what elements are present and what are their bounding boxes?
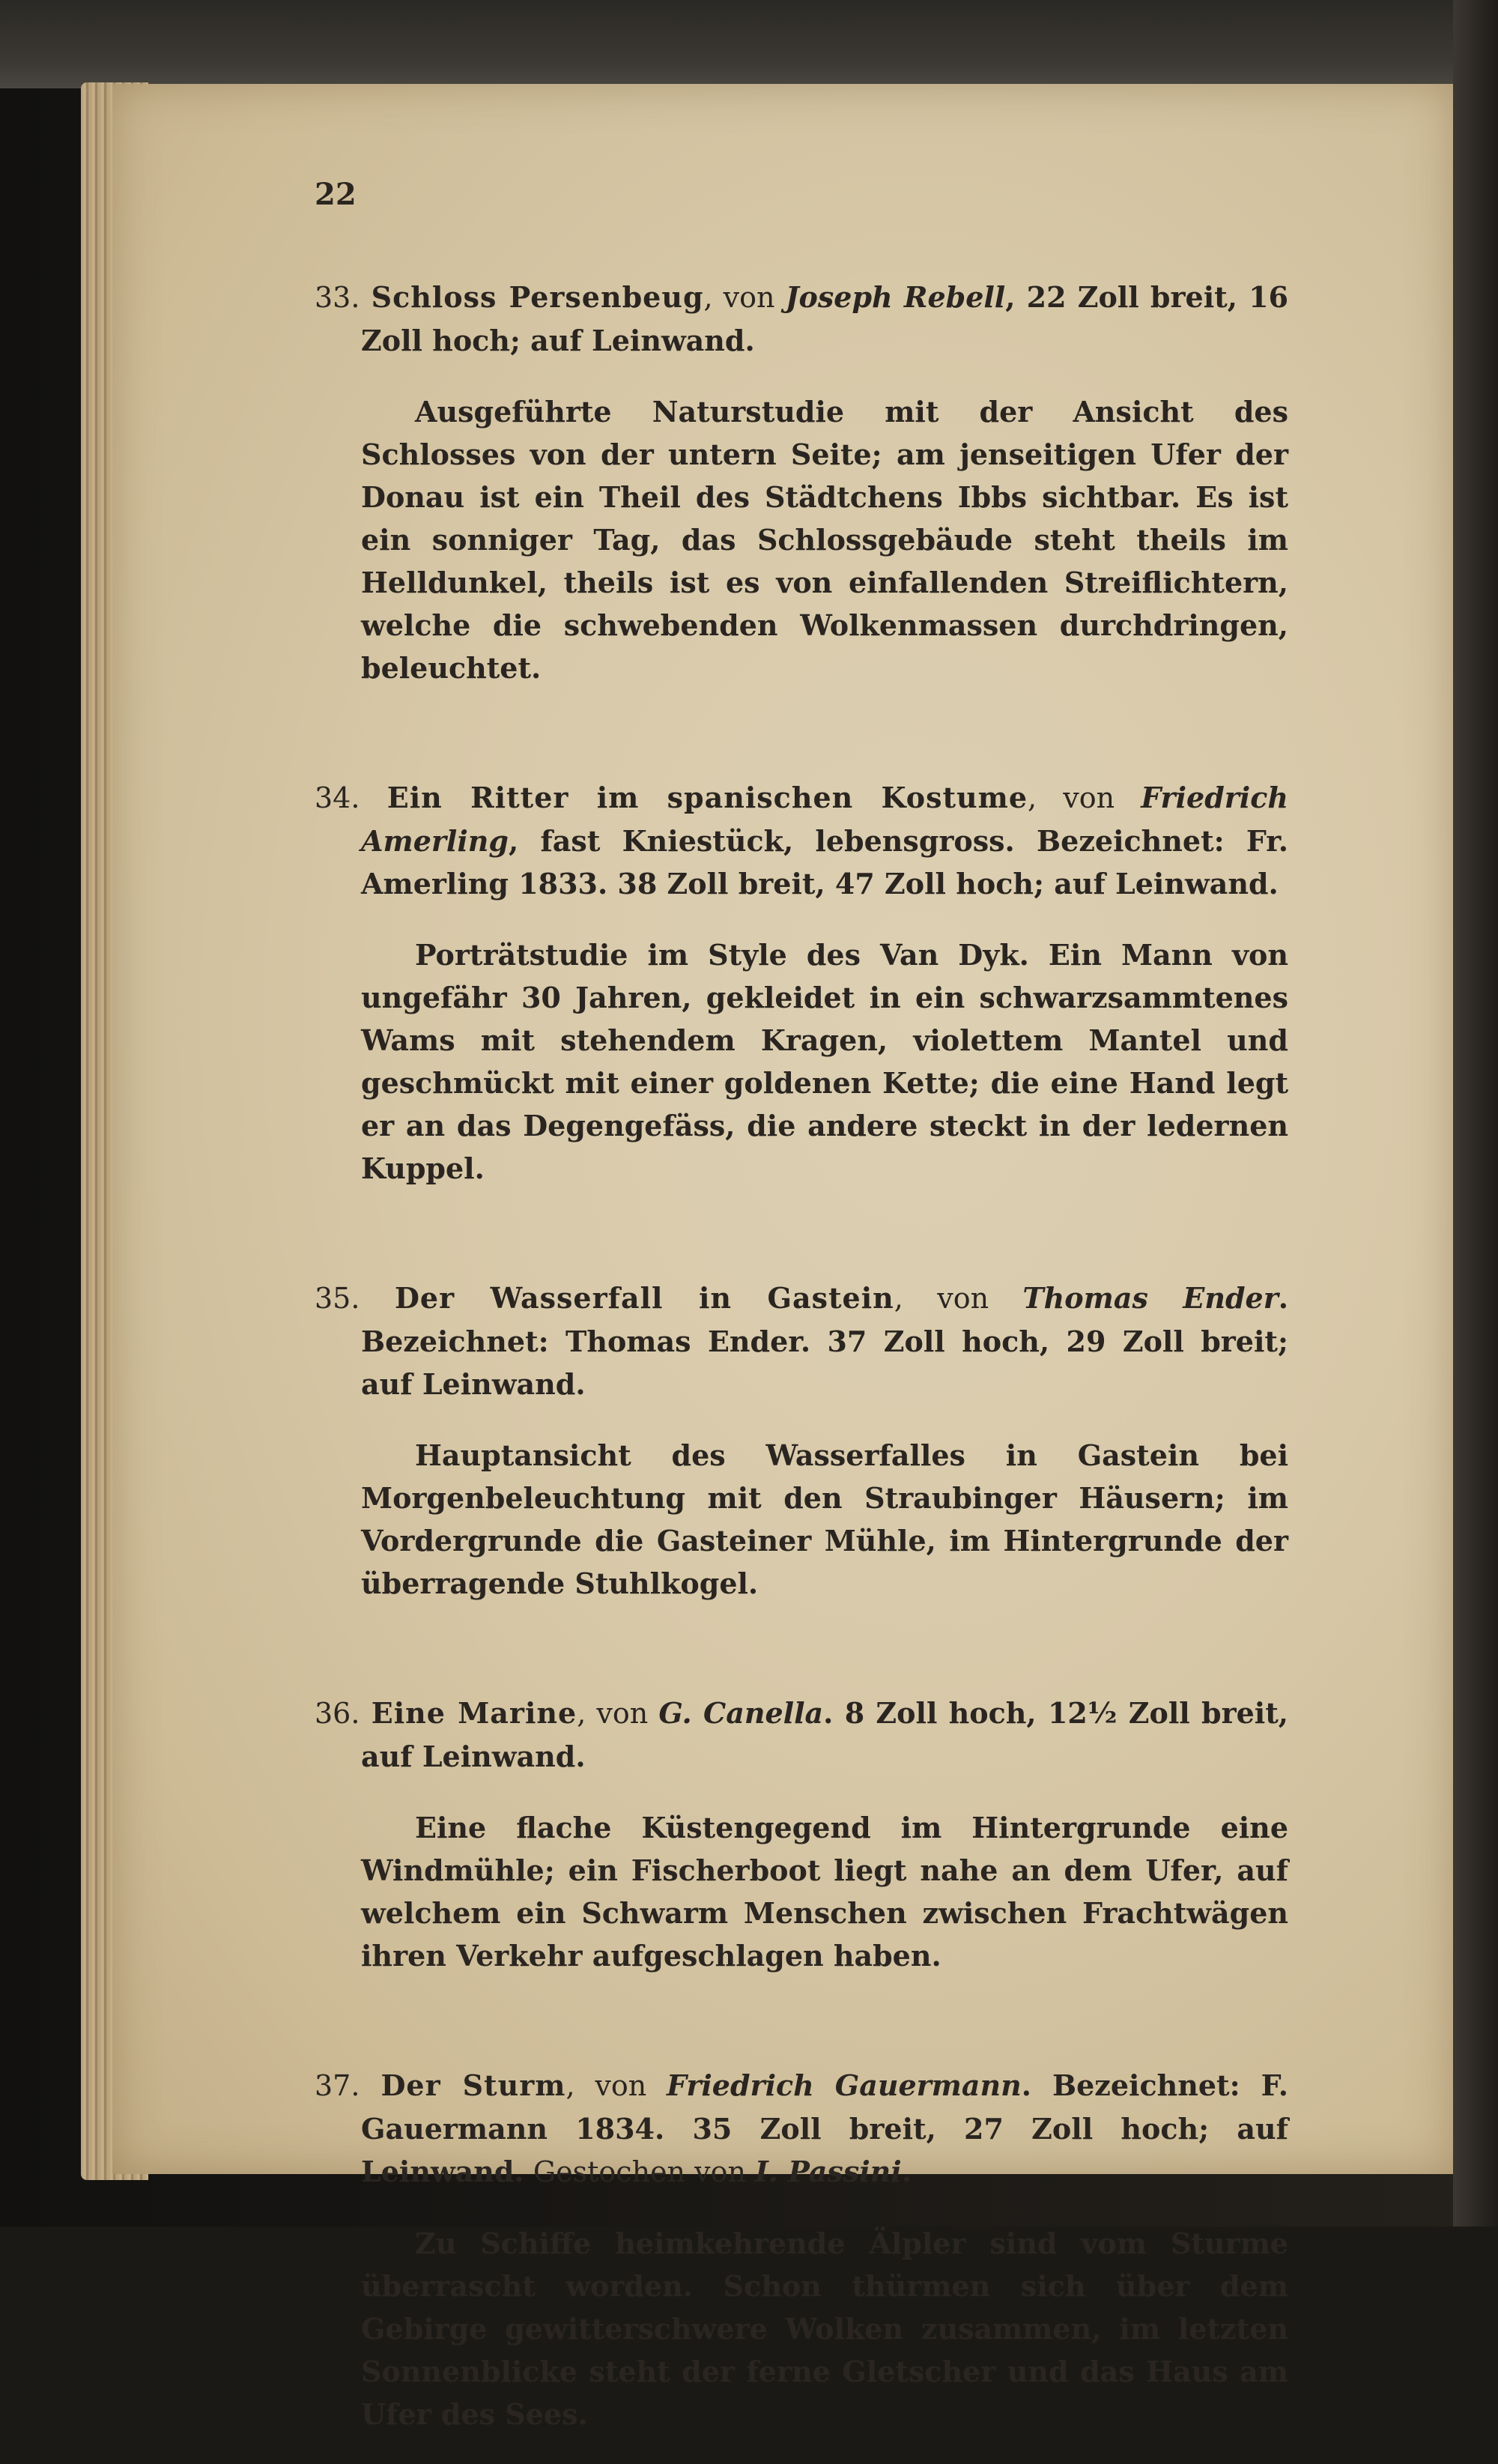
- entry-artist: G. Canella: [658, 1696, 824, 1730]
- entry-artist: Friedrich Amerling: [361, 781, 1288, 858]
- entry-description: Zu Schiffe heimkehrende Älpler sind vom Sturme überrascht worden. Schon thürmen sich über dem Gebirge gewitterschwere Wolken zusammen, im letzten Sonnenblicke steht der ferne Gletscher und das Haus am Ufer des Sees.: [361, 2227, 1288, 2431]
- entry-number: 36.: [315, 1697, 360, 1730]
- entry-separator: , von: [577, 1697, 659, 1730]
- catalogue-entry: [315, 776, 1288, 1190]
- entry-heading: [315, 276, 1288, 362]
- entry-title: Ein Ritter im spanischen Kostume: [386, 781, 1028, 814]
- entry-description: Porträtstudie im Style des Van Dyk. Ein Mann von ungefähr 30 Jahren, gekleidet in ein schwarzsammtenes Wams mit stehendem Kragen, violettem Mantel und geschmückt mit einer goldenen Kette; die eine Hand legt er an das Degengefäss, die andere steckt in der ledernen Kuppel.: [361, 938, 1288, 1185]
- entry-details: . Bezeichnet: Thomas Ender. 37 Zoll hoch, 29 Zoll breit; auf Leinwand.: [361, 1281, 1288, 1401]
- entry-separator: , von: [565, 2069, 667, 2102]
- entry-title: Der Sturm: [380, 2068, 566, 2102]
- entry-title: Der Wasserfall in Gastein: [394, 1281, 894, 1315]
- entry-number: 33.: [315, 281, 360, 314]
- catalogue-entry: [315, 276, 1288, 689]
- entry-separator: , von: [703, 281, 786, 314]
- entry-heading: [315, 1277, 1288, 1405]
- entry-title: Schloss Persenbeug: [371, 280, 704, 314]
- book-cover-edge: [1453, 0, 1498, 2227]
- entry-description: Hauptansicht des Wasserfalles in Gastein bei Morgenbeleuchtung mit den Straubinger Häusern; im Vordergrunde die Gasteiner Mühle, im Hintergrunde der überragende Stuhlkogel.: [361, 1438, 1288, 1600]
- entry-engraver-end: .: [901, 2155, 912, 2188]
- entry-title: Eine Marine: [371, 1696, 577, 1730]
- entry-heading: [315, 776, 1288, 905]
- catalogue-entry: [315, 2064, 1288, 2436]
- catalogue-text: [315, 247, 1288, 2464]
- entry-description: Eine flache Küstengegend im Hintergrunde eine Windmühle; ein Fischerboot liegt nahe an dem Ufer, auf welchem ein Schwarm Menschen zwischen Frachtwägen ihren Verkehr aufgeschlagen haben.: [361, 1811, 1288, 1973]
- entry-artist: Thomas Ender: [1022, 1281, 1279, 1315]
- entry-engraver-label: Gestochen von: [524, 2155, 756, 2188]
- entry-separator: , von: [894, 1282, 1023, 1315]
- entry-engraver: I. Passini: [755, 2155, 902, 2188]
- catalogue-entry: [315, 1692, 1288, 1977]
- entry-details: , fast Kniestück, lebensgross. Bezeichnet: Fr. Amerling 1833. 38 Zoll breit, 47 Zoll hoch; auf Leinwand.: [361, 824, 1288, 900]
- entry-artist: Friedrich Gauermann: [667, 2068, 1022, 2102]
- entry-separator: , von: [1028, 781, 1141, 814]
- catalogue-entry: [315, 1277, 1288, 1605]
- entry-number: 35.: [315, 1282, 360, 1315]
- page-number: 22: [315, 177, 357, 212]
- entry-artist: Joseph Rebell: [785, 280, 1006, 314]
- book-binding-top: [0, 0, 1498, 88]
- entry-details: . Bezeichnet: F. Gauermann 1834. 35 Zoll breit, 27 Zoll hoch; auf Leinwand.: [361, 2068, 1288, 2188]
- entry-details: . 8 Zoll hoch, 12½ Zoll breit, auf Leinwand.: [361, 1696, 1288, 1773]
- entry-number: 37.: [315, 2069, 360, 2102]
- entry-number: 34.: [315, 781, 360, 814]
- entry-description: Ausgeführte Naturstudie mit der Ansicht des Schlosses von der untern Seite; am jenseitigen Ufer der Donau ist ein Theil des Städtchens Ibbs sichtbar. Es ist ein sonniger Tag, das Schlossgebäude steht theils im Helldunkel, theils ist es von einfallenden Streiflichtern, welche die schwebenden Wolkenmassen durchdringen, beleuchtet.: [361, 395, 1288, 685]
- entry-heading: [315, 1692, 1288, 1778]
- entry-heading: [315, 2064, 1288, 2194]
- entry-details: , 22 Zoll breit, 16 Zoll hoch; auf Leinwand.: [361, 280, 1289, 357]
